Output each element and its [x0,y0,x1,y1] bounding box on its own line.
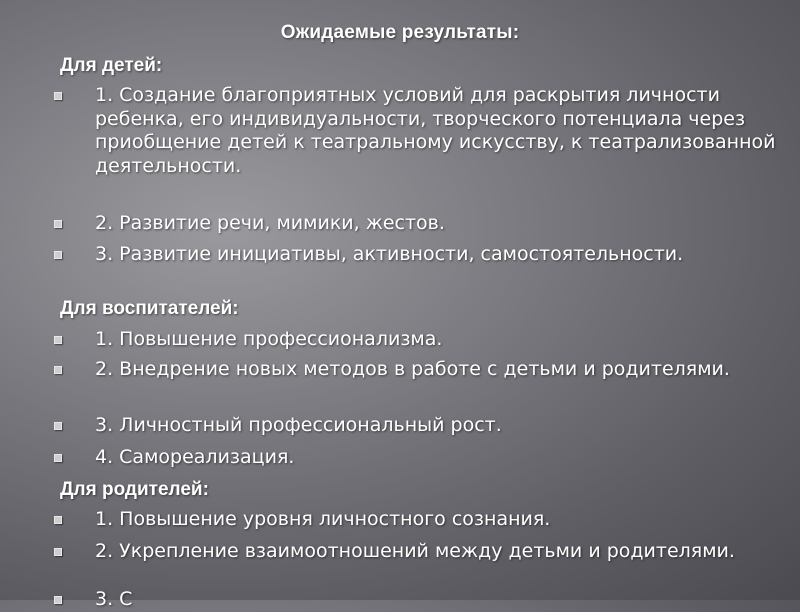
list-item [95,84,785,178]
list-item-text: 2. Развитие речи, мимики, жестов. [95,212,445,234]
list-item [95,358,785,382]
list-item [95,328,785,352]
list-item [95,508,785,532]
list-item-text: 1. Повышение уровня личностного сознания. [95,508,551,530]
group-heading-educators: Для воспитателей: [60,298,239,319]
group-heading-children: Для детей: [60,55,163,76]
square-bullet-icon [54,366,62,374]
list-item-text: 4. Самореализация. [95,446,295,468]
list-item-text: 3. С [95,588,133,610]
group-heading-parents: Для родителей: [60,479,209,500]
list-item-text: 3. Личностный профессиональный рост. [95,414,502,436]
square-bullet-icon [54,336,62,344]
square-bullet-icon [54,251,62,259]
list-item [95,446,785,470]
list-item-text: 2. Внедрение новых методов в работе с детьми и родителями. [95,358,730,380]
square-bullet-icon [54,454,62,462]
list-item [95,414,785,438]
list-item [95,243,785,267]
list-item-text: 1. Создание благоприятных условий для раскрытия личности ребенка, его индивидуальности, творческого потенциала через приобщение детей к театральному искусству, к театрализованной деятельности. [95,84,776,177]
list-item-text: 2. Укрепление взаимоотношений между детьми и родителями. [95,540,735,562]
list-item [95,212,785,236]
square-bullet-icon [54,548,62,556]
list-item-text: 1. Повышение профессионализма. [95,328,443,350]
slide-title: Ожидаемые результаты: [280,22,520,43]
list-item [95,540,785,564]
list-item-text: 3. Развитие инициативы, активности, самостоятельности. [95,243,684,265]
square-bullet-icon [54,422,62,430]
square-bullet-icon [54,220,62,228]
square-bullet-icon [54,92,62,100]
square-bullet-icon [54,596,62,604]
square-bullet-icon [54,516,62,524]
